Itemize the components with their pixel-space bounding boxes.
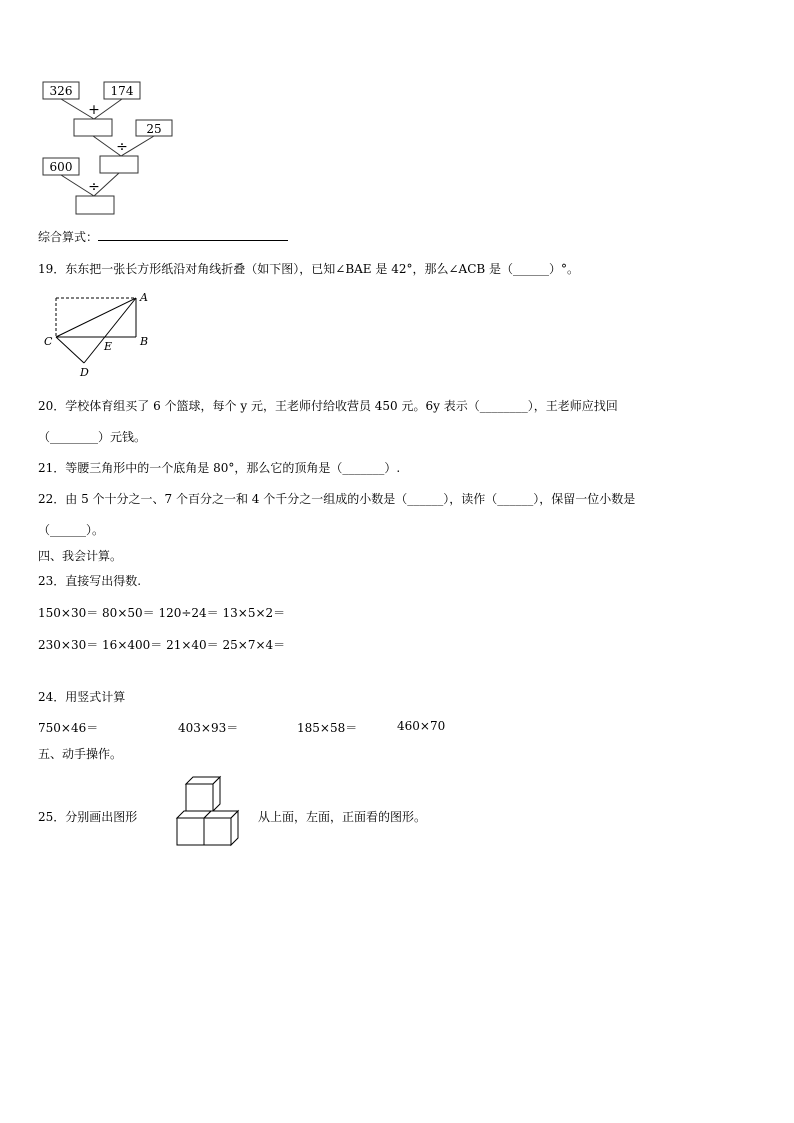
combined-formula-line (38, 228, 288, 245)
label-b: B (140, 335, 149, 348)
section-5-heading: 五、动手操作。 (38, 747, 123, 761)
label-a: A (140, 291, 148, 304)
question-23-row1: 150×30＝ 80×50＝ 120÷24＝ 13×5×2＝ (38, 606, 286, 620)
section-4-heading: 四、我会计算。 (38, 549, 123, 563)
question-25-after: 从上面，左面，正面看的图形。 (258, 810, 427, 824)
q24-item-4: 460×70 (397, 719, 446, 733)
box-174-text: 174 (110, 84, 134, 98)
folded-rectangle-figure (40, 288, 160, 380)
box-empty-1[interactable] (74, 119, 112, 136)
q24-item-1: 750×46＝ (38, 721, 99, 735)
question-25-before: 25．分别画出图形 (38, 810, 138, 824)
question-22-line1: 22．由 5 个十分之一、7 个百分之一和 4 个千分之一组成的小数是（______），读作（______），保留一位小数是 (38, 492, 636, 506)
question-20-line2: （________）元钱。 (38, 430, 147, 444)
question-20-line1: 20．学校体育组买了 6 个篮球，每个 y 元，王老师付给收营员 450 元。6y 表示（________），王老师应找回 (38, 399, 618, 413)
question-19: 19．东东把一张长方形纸沿对角线折叠（如下图），已知∠BAE 是 42°，那么∠ACB 是（______）°。 (38, 262, 580, 276)
box-empty-3[interactable] (76, 196, 114, 214)
label-d: D (80, 366, 89, 379)
box-empty-2[interactable] (100, 156, 138, 173)
label-e: E (104, 340, 113, 353)
q24-item-2: 403×93＝ (178, 721, 239, 735)
q24-item-3: 185×58＝ (297, 721, 358, 735)
question-23-row2: 230×30＝ 16×400＝ 21×40＝ 25×7×4＝ (38, 638, 286, 652)
plus-operator: + (88, 102, 100, 118)
combined-formula-blank[interactable] (98, 229, 288, 241)
label-c: C (44, 335, 53, 348)
box-600-text: 600 (49, 160, 73, 174)
box-25-text: 25 (146, 122, 162, 136)
calculation-flow-diagram (38, 78, 188, 220)
question-23-title: 23．直接写出得数. (38, 574, 142, 588)
question-24-title: 24．用竖式计算 (38, 690, 126, 704)
divide-operator-1: ÷ (116, 139, 128, 155)
question-22-line2: （______）。 (38, 523, 105, 537)
combined-formula-label: 综合算式： (38, 230, 99, 244)
divide-operator-2: ÷ (88, 179, 100, 195)
cubes-figure (172, 774, 246, 850)
box-326-text: 326 (49, 84, 73, 98)
question-21: 21．等腰三角形中的一个底角是 80°，那么它的顶角是（_______）. (38, 461, 401, 475)
